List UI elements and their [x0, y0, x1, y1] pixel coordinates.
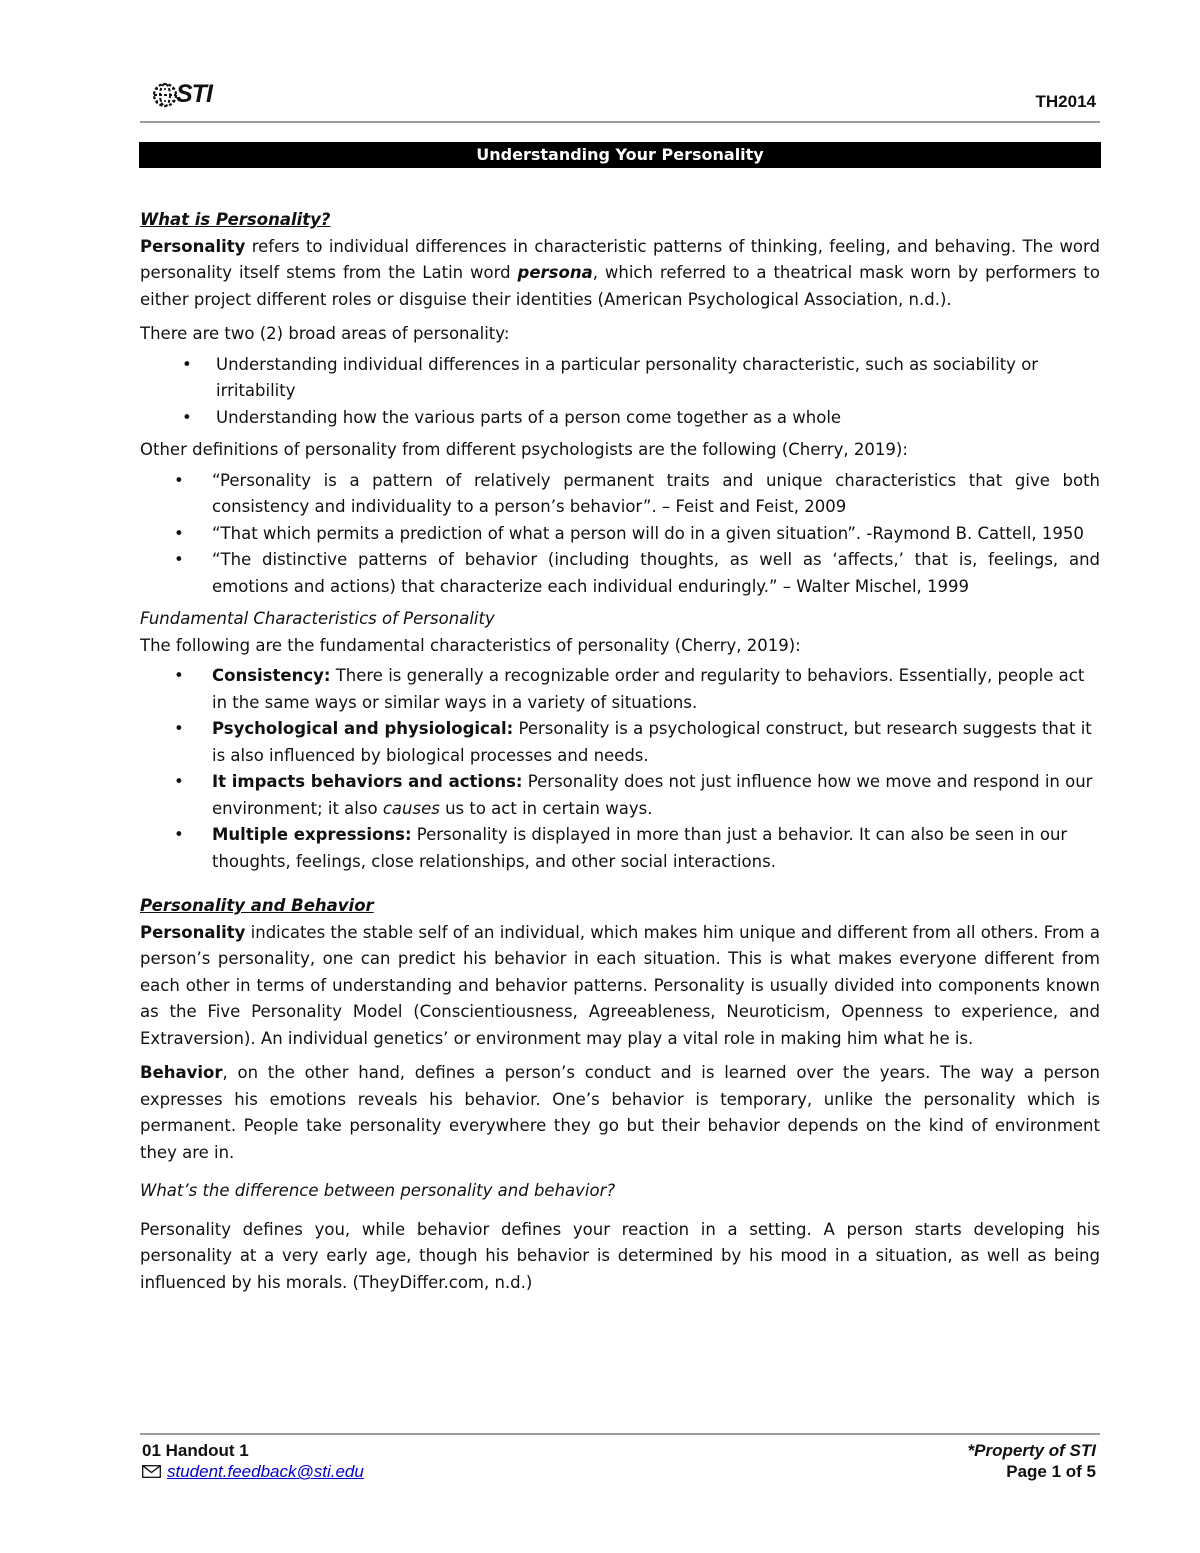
- bullet-icon: •: [182, 354, 192, 374]
- sub-heading-difference: What’s the difference between personality and behavior?: [140, 1181, 616, 1200]
- envelope-icon: [142, 1465, 161, 1478]
- term-behavior: Behavior: [140, 1063, 223, 1082]
- bullet-icon: •: [174, 666, 184, 685]
- bullet-icon: •: [174, 825, 184, 844]
- paragraph-other-definitions: Other definitions of personality from different psychologists are the following (Cherry, 2019):: [140, 440, 908, 459]
- page-footer: [140, 1440, 1100, 1490]
- document-body: [140, 207, 1100, 1296]
- footer-right: [968, 1440, 1096, 1482]
- term-personality: Personality: [140, 922, 246, 942]
- sub-heading-fundamental-characteristics: Fundamental Characteristics of Personality: [140, 609, 495, 628]
- list-item: • It impacts behaviors and actions: Personality does not just influence how we move and respond in our environment; it also causes us to act in certain ways.: [140, 769, 1100, 822]
- characteristics-list: [140, 663, 1100, 875]
- paragraph-difference: Personality defines you, while behavior defines your reaction in a setting. A person starts developing his personality at a very early age, though his behavior is determined by his mood in a situation, as well as being influenced by his morals. (TheyDiffer.com, n.d.): [140, 1219, 1100, 1292]
- bullet-icon: •: [182, 407, 192, 427]
- term-personality: Personality: [140, 236, 246, 256]
- bullet-icon: •: [174, 550, 184, 569]
- paragraph-characteristics-intro: The following are the fundamental characteristics of personality (Cherry, 2019):: [140, 635, 801, 655]
- paragraph-broad-areas: There are two (2) broad areas of personality:: [140, 324, 510, 343]
- bullet-icon: •: [174, 470, 184, 490]
- paragraph-text: refers to individual differences in characteristic patterns of thinking, feeling, and behaving. The word personality itself stems from the Latin word: [140, 236, 1100, 282]
- list-item: • Understanding individual differences in a particular personality characteristic, such as sociability or irritability: [140, 352, 1100, 405]
- sti-logo: [152, 80, 212, 109]
- document-code: TH2014: [1035, 92, 1096, 111]
- footer-divider: [140, 1433, 1100, 1435]
- paragraph-personality-definition: [140, 234, 1100, 314]
- paragraph-behavior: Behavior, on the other hand, defines a person’s conduct and is learned over the years. The way a person expresses his emotions reveals his behavior. One’s behavior is temporary, unlike the personality which is permanent. People take personality everywhere they go but their behavior depends on the kind of environment they are in.: [140, 1063, 1100, 1162]
- bullet-icon: •: [174, 719, 184, 738]
- page-header: [140, 78, 1100, 118]
- list-item: • Consistency: There is generally a recognizable order and regularity to behaviors. Essentially, people act in the same ways or similar ways in a variety of situations.: [140, 663, 1100, 716]
- handout-label: 01 Handout 1: [142, 1441, 249, 1460]
- list-item: • “Personality is a pattern of relatively permanent traits and unique characteristics that give both consistency and individuality to a person’s behavior”. – Feist and Feist, 2009: [140, 468, 1100, 521]
- email-row: [142, 1461, 364, 1482]
- section-heading-personality-and-behavior: Personality and Behavior: [140, 896, 374, 915]
- list-item: • Understanding how the various parts of a person come together as a whole: [140, 405, 1100, 432]
- document-title: Understanding Your Personality: [139, 142, 1101, 168]
- list-item: • Multiple expressions: Personality is displayed in more than just a behavior. It can also be seen in our thoughts, feelings, close relationships, and other social interactions.: [140, 822, 1100, 875]
- property-label: *Property of STI: [967, 1441, 1096, 1460]
- list-item: • “That which permits a prediction of what a person will do in a given situation”. -Raymond B. Cattell, 1950: [140, 521, 1100, 548]
- email-link[interactable]: student.feedback@sti.edu: [167, 1462, 364, 1481]
- bullet-icon: •: [174, 523, 184, 543]
- page-number: Page 1 of 5: [1006, 1462, 1096, 1481]
- list-item: • Psychological and physiological: Personality is a psychological construct, but research suggests that it is also influenced by biological processes and needs.: [140, 716, 1100, 769]
- paragraph-text: , which referred to a theatrical mask worn by performers to either project different roles or disguise their identities (American Psychological Association, n.d.).: [140, 263, 1100, 309]
- list-item: • “The distinctive patterns of behavior (including thoughts, as well as ‘affects,’ that is, feelings, and emotions and actions) that characterize each individual enduringly.” – Walter Mischel, 1999: [140, 547, 1100, 600]
- paragraph-personality-stable-self: Personality indicates the stable self of an individual, which makes him unique and different from all others. From a person’s personality, one can predict his behavior in each situation. This is what makes everyone different from each other in terms of understanding and behavior patterns. Personality is usually divided into components known as the Five Personality Model (Conscientiousness, Agreeableness, Neuroticism, Openness to experience, and Extraversion). An individual genetics’ or environment may play a vital role in making him what he is.: [140, 922, 1100, 1048]
- bullet-icon: •: [174, 772, 184, 791]
- term-persona: persona: [517, 263, 593, 282]
- section-heading-what-is-personality: What is Personality?: [140, 210, 331, 229]
- definitions-list: [140, 468, 1100, 601]
- broad-areas-list: [140, 352, 1100, 432]
- globe-logo-icon: [152, 82, 178, 108]
- footer-left: [142, 1440, 364, 1482]
- logo-text: STI: [176, 80, 212, 108]
- header-divider: [140, 121, 1100, 123]
